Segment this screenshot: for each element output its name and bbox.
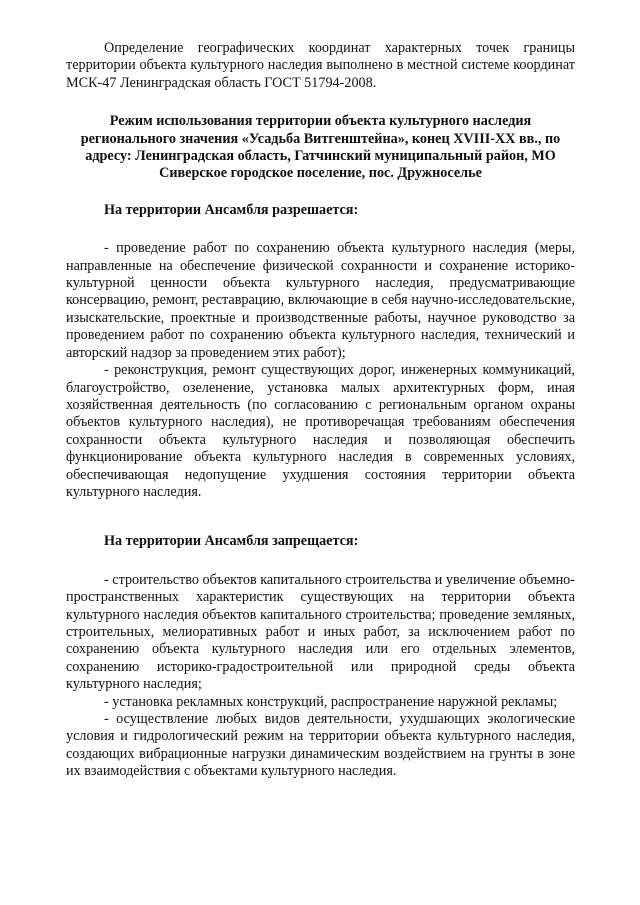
- regime-heading: Режим использования территории объекта культурного наследия регионального значения «Усадьба Витгенштейна», конец XVIII-XX вв., по адресу: Ленинградская область, Гатчинский муниципальный район, МО Сиверское городское поселение, пос. Дружноселье: [80, 113, 561, 182]
- prohibited-section-title: На территории Ансамбля запрещается:: [104, 533, 359, 550]
- intro-paragraph: Определение географических координат характерных точек границы территории объекта культурного наследия выполнено в местной системе координат МСК-47 Ленинградская область ГОСТ 51794-2008.: [66, 40, 575, 91]
- allowed-list: [66, 240, 575, 501]
- document-page: [66, 40, 575, 781]
- prohibited-item-3: - осуществление любых видов деятельности, ухудшающих экологические условия и гидрологический режим на территории объекта культурного наследия, создающих вибрационные нагрузки динамическим воздействием на грунты в зоне их взаимодействия с объектами культурного наследия.: [66, 711, 575, 780]
- prohibited-item-2: - установка рекламных конструкций, распространение наружной рекламы;: [104, 693, 558, 710]
- allowed-item-2: - реконструкция, ремонт существующих дорог, инженерных коммуникаций, благоустройство, озеленение, установка малых архитектурных форм, иная хозяйственная деятельность (по согласованию с региональным органом охраны объектов культурного наследия), не противоречащая требованиям обеспечения сохранности объекта культурного наследия и позволяющая обеспечить функционирование объекта культурного наследия в современных условиях, обеспечивающая недопущение ухудшения состояния территории объекта культурного наследия.: [66, 362, 575, 500]
- allowed-section-title: На территории Ансамбля разрешается:: [104, 201, 359, 218]
- prohibited-list: [66, 572, 575, 781]
- prohibited-item-1: - строительство объектов капитального строительства и увеличение объемно-пространственных характеристик существующих на территории объекта культурного наследия объектов капитального строительства; проведение земляных, строительных, мелиоративных работ и иных работ, за исключением работ по сохранению объекта культурного наследия или его отдельных элементов, сохранению историко-градостроительной или природной среды объекта культурного наследия;: [66, 571, 575, 693]
- allowed-item-1: - проведение работ по сохранению объекта культурного наследия (меры, направленные на обеспечение физической сохранности и сохранение историко-культурной ценности объекта культурного наследия, предусматривающие консервацию, ремонт, реставрацию, включающие в себя научно-исследовательские, изыскательские, проектные и производственные работы, научное руководство за проведением работ по сохранению объекта культурного наследия, технический и авторский надзор за проведением этих работ);: [66, 240, 575, 361]
